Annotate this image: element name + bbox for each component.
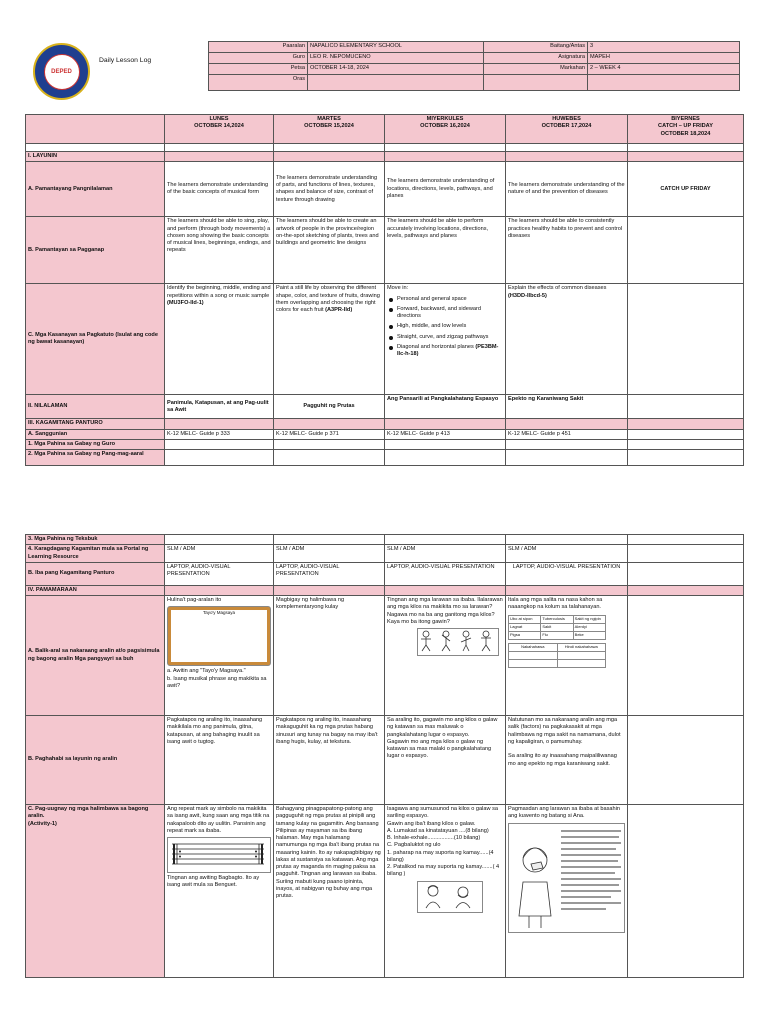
materials-wed: LAPTOP, AUDIO-VISUAL PRESENTATION (385, 562, 506, 585)
connection-mon: Ang repeat mark ay simbolo na makikita sa isang awit, kung saan ang mga titik na nakapaloob dito ay uulitin. Pansinin ang repeat mark sa ibaba. Tingnan ang awiting Bagbagto. Ito ay isang awit mula sa Benguet. (165, 805, 274, 978)
materials-fri (628, 562, 744, 585)
content-standard-mon: The learners demonstrate understanding of the basic concepts of musical form (165, 162, 274, 217)
connection-wed: Isagawa ang sumusunod na kilos o galaw sa sariling espasyo. Gawin ang iba't ibang kilos o galaw. A. Lumakad sa kinatatayuan ....(8 bilang) B. Inhale-exhale.................(10 bilang) C. Pagbaluktot ng ulo 1. paharap na may suporta ng kamay......(4 bilang) 2. Patalikod na may suporta ng kamay.......( 4 bilang ) (385, 805, 506, 978)
movement-item: Forward, backward, and sideward directions (397, 306, 503, 321)
competency-mon: Identify the beginning, middle, ending and repetitions within a song or music sample (MU3FO-IId-1) (165, 284, 274, 395)
field-value-markahan: 2 – WEEK 4 (588, 64, 740, 75)
connection-fri (628, 805, 744, 978)
row-label-iba-pang-kagamitan: B. Iba pang Kagamitang Panturo (26, 562, 165, 585)
content-wed: Ang Pansarili at Pangkalahatang Espasyo (385, 395, 506, 419)
movement-item: High, middle, and low levels (397, 323, 503, 330)
day-header-wed: MIYERKULES OCTOBER 16,2024 (385, 115, 506, 144)
story-of-ana-image (508, 823, 625, 933)
section-layunin: I. LAYUNIN (26, 152, 165, 162)
day-header-thu: HUWEBES OCTOBER 17,2024 (506, 115, 628, 144)
objective-fri (628, 716, 744, 805)
content-standard-tue: The learners demonstrate understanding of parts, and functions of lines, textures, shapes and balance of size, contrast of texture through drawing (274, 162, 385, 217)
review-thu: Itala ang mga salita na nasa kahon sa naaangkop na kolum sa talahanayan. Ubo at sipon Tuberculosis Sakit ng ngipin Lagnat Sakit Alerdyi Pigsa Flu Beke Nakahahawa Hindi nakahahawa (506, 596, 628, 716)
row-label-pamantayan-sa-pagganap: B. Pamantayan sa Pagganap (26, 217, 165, 284)
resource-thu: SLM / ADM (506, 545, 628, 563)
review-wed: Tingnan ang mga larawan sa ibaba. Ilalarawan ang mga kilos na makikita mo sa larawan? Nagawa mo na ba ang ganitong mga kilos? Kaya mo ba itong gawin? (385, 596, 506, 716)
row-label-nilalaman: II. NILALAMAN (26, 395, 165, 419)
section-kagamitang-panturo: III. KAGAMITANG PANTURO (26, 419, 165, 429)
connection-thu: Pagmasdan ang larawan sa ibaba at basahin ang kuwento ng batang si Ana. (506, 805, 628, 978)
objective-thu: Natutunan mo sa nakaraang aralin ang mga salik (factors) na pagkakasakit at mga halimbawa ng mga sakit na namamana, dulot ng kapaligiran, o pamumuhay. Sa araling ito ay inaasahang maipaliliwanag mo ang epekto ng mga karaniwang sakit. (506, 716, 628, 805)
performance-standard-mon: The learners should be able to sing, play, and perform (through body movements) a chosen song showing the basic concepts of musical lines, beginnings, endings, and repeats (165, 217, 274, 284)
performance-standard-tue: The learners should be able to create an artwork of people in the province/region on-the-spot sketching of plants, trees and buildings and geometric line designs (274, 217, 385, 284)
field-value-baitang: 3 (588, 42, 740, 53)
row-label-mga-kasanayan: C. Mga Kasanayan sa Pagkatuto (Isulat ang code ng bawat kasanayan) (26, 284, 165, 395)
corner-cell (26, 115, 165, 144)
row-label-balik-aral: A. Balik-aral sa nakaraang aralin at/o pagsisimula ng bagong aralin Mga pangyayri sa buh (26, 596, 165, 716)
field-value-empty (588, 75, 740, 91)
competency-tue: Paint a still life by observing the different shape, color, and texture of fruits, drawing them overlapping and choosing the right colors for each fruit (A3PR-IId) (274, 284, 385, 395)
materials-tue: LAPTOP, AUDIO-VISUAL PRESENTATION (274, 562, 385, 585)
materials-thu: LAPTOP, AUDIO-VISUAL PRESENTATION (506, 562, 628, 585)
row-label-pag-uugnay: C. Pag-uugnay ng mga halimbawa sa bagong aralin. (Activity-1) (26, 805, 165, 978)
resource-mon: SLM / ADM (165, 545, 274, 563)
performance-standard-wed: The learners should be able to perform accurately involving locations, directions, levels, pathways and planes (385, 217, 506, 284)
content-tue: Pagguhit ng Prutas (274, 395, 385, 419)
row-label-gabay-guro: 1. Mga Pahina sa Gabay ng Guro (26, 439, 165, 449)
head-bend-illustration (417, 881, 483, 913)
content-standard-thu: The learners demonstrate understanding of the nature of and the prevention of diseases (506, 162, 628, 217)
song-sheet-title: Tayo'y Magsaya (171, 610, 267, 662)
row-label-teksbuk: 3. Mga Pahina ng Teksbuk (26, 535, 165, 545)
content-standard-wed: The learners demonstrate understanding of locations, directions, levels, pathways, and planes (385, 162, 506, 217)
resource-tue: SLM / ADM (274, 545, 385, 563)
head-exercise-icon (418, 882, 480, 910)
movement-item: Personal and general space (397, 296, 503, 303)
day-header-tue: MARTES OCTOBER 15,2024 (274, 115, 385, 144)
row-label-sanggunian: A. Sanggunian (26, 429, 165, 439)
day-header-mon: LUNES OCTOBER 14,2024 (165, 115, 274, 144)
disease-classification-table: Nakahahawa Hindi nakahahawa (508, 643, 606, 668)
competency-thu: Explain the effects of common diseases (H3DD-IIbcd-5) (506, 284, 628, 395)
row-label-paghahabi: B. Paghahabi sa layunin ng aralin (26, 716, 165, 805)
objective-mon: Pagkatapos ng araling ito, inaasahang makikilala mo ang panimula, gitna, katapusan, at ang bahaging inuulit sa isang awit o tugtog. (165, 716, 274, 805)
kids-movement-illustration (417, 628, 499, 656)
review-mon: Hulina't pag-aralan ito Tayo'y Magsaya a. Awitin ang "Tayo'y Magsaya." b. Isang musikal phrase ang makikita sa awit? (165, 596, 274, 716)
content-fri (628, 395, 744, 419)
competency-wed: Move in: Personal and general space Forward, backward, and sideward directions High, middle, and low levels Straight, curve, and zigzag pathways Diagonal and horizontal planes (PE3BM-IIc-h-18) (385, 284, 506, 395)
content-standard-fri: CATCH UP FRIDAY (628, 162, 744, 217)
field-label-empty (484, 75, 588, 91)
header-info-table (208, 41, 740, 91)
weekly-lesson-table-continued (25, 534, 744, 978)
document-title: Daily Lesson Log (99, 57, 152, 64)
repeat-mark-staff-image (167, 837, 271, 873)
movement-item: Diagonal and horizontal planes (PE3BM-IIc-h-18) (397, 344, 503, 359)
disease-word-box: Ubo at sipon Tuberculosis Sakit ng ngipin Lagnat Sakit Alerdyi Pigsa Flu Beke (508, 615, 606, 640)
children-figures-icon (418, 629, 496, 653)
row-label-gabay-mag-aaral: 2. Mga Pahina sa Gabay ng Pang-mag-aaral (26, 450, 165, 466)
content-mon: Panimula, Katapusan, at ang Pag-uulit sa Awit (165, 395, 274, 419)
song-sheet-image (167, 606, 271, 666)
field-label-baitang: Baitang/Antas (484, 42, 588, 53)
reference-mon: K-12 MELC- Guide p 333 (165, 429, 274, 439)
field-value-asignatura: MAPEH (588, 53, 740, 64)
field-label-petsa: Petsa (209, 64, 308, 75)
row-label-pamantayang-pangnilalaman: A. Pamantayang Pangnilalaman (26, 162, 165, 217)
repeat-mark-icon (168, 838, 268, 870)
reference-fri (628, 429, 744, 439)
field-value-paaralan: NAPALICO ELEMENTARY SCHOOL (308, 42, 484, 53)
reference-wed: K-12 MELC- Guide p 413 (385, 429, 506, 439)
row-label-karagdagang-kagamitan: 4. Karagdagang Kagamitan mula sa Portal ng Learning Resource (26, 545, 165, 563)
review-tue: Magbigay ng halimbawa ng komplementaryong kulay (274, 596, 385, 716)
materials-mon: LAPTOP, AUDIO-VISUAL PRESENTATION (165, 562, 274, 585)
girl-sneezing-icon (509, 824, 627, 930)
field-label-paaralan: Paaralan (209, 42, 308, 53)
reference-thu: K-12 MELC- Guide p 451 (506, 429, 628, 439)
field-value-guro: LEO R. NEPOMUCENO (308, 53, 484, 64)
connection-tue: Bahagyang pinagpapatong-patong ang pagguguhit ng mga prutas at pinipili ang tamang kulay na gagamitin. Ang bansang Pilipinas ay mayaman sa iba ibang halaman. May mga halamang namumunga ng mga iba't ibang prutas na maaaring kainin. Ito ay nakapagbibigay ng lakas at sustansiya sa katawan. Ang mga prutas ay maganda rin maging paksa sa pagguhit. Tingnan ang larawan sa ibaba. Suriing mabuti kung paano ipininta, inayos, at nabigyan ng buhay ang mga prutas. (274, 805, 385, 978)
deped-seal-logo (33, 43, 90, 100)
resource-fri (628, 545, 744, 563)
field-value-petsa: OCTOBER 14-18, 2024 (308, 64, 484, 75)
resource-wed: SLM / ADM (385, 545, 506, 563)
reference-tue: K-12 MELC- Guide p 371 (274, 429, 385, 439)
field-label-guro: Guro (209, 53, 308, 64)
performance-standard-fri (628, 217, 744, 284)
field-label-markahan: Markahan (484, 64, 588, 75)
competency-fri (628, 284, 744, 395)
objective-wed: Sa araling ito, gagawin mo ang kilos o galaw ng katawan sa mas maluwak o pangkalahatang lugar o espasyo. Gagawin mo ang mga kilos o galaw ng katawan sa mas malaki o pangkalahatang lugar o espasyo. (385, 716, 506, 805)
field-value-oras (308, 75, 484, 91)
movement-item: Straight, curve, and zigzag pathways (397, 334, 503, 341)
field-label-asignatura: Asignatura (484, 53, 588, 64)
day-header-fri: BIYERNES CATCH – UP FRIDAY OCTOBER 18,2024 (628, 115, 744, 144)
review-fri (628, 596, 744, 716)
spacer-cell (26, 144, 165, 152)
section-pamamaraan: IV. PAMAMARAAN (26, 585, 165, 595)
seal-center-icon: DEPED (44, 54, 80, 90)
performance-standard-thu: The learners should be able to consistently practices healthy habits to prevent and control diseases (506, 217, 628, 284)
field-label-oras: Oras (209, 75, 308, 91)
content-thu: Epekto ng Karaniwang Sakit (506, 395, 628, 419)
objective-tue: Pagkatapos ng araling ito, inaasahang makaguguhit ka ng mga prutas habang sinusuri ang tunay na bagay na may iba't ibang hugis, kulay, at tekstura. (274, 716, 385, 805)
weekly-lesson-table (25, 114, 744, 466)
